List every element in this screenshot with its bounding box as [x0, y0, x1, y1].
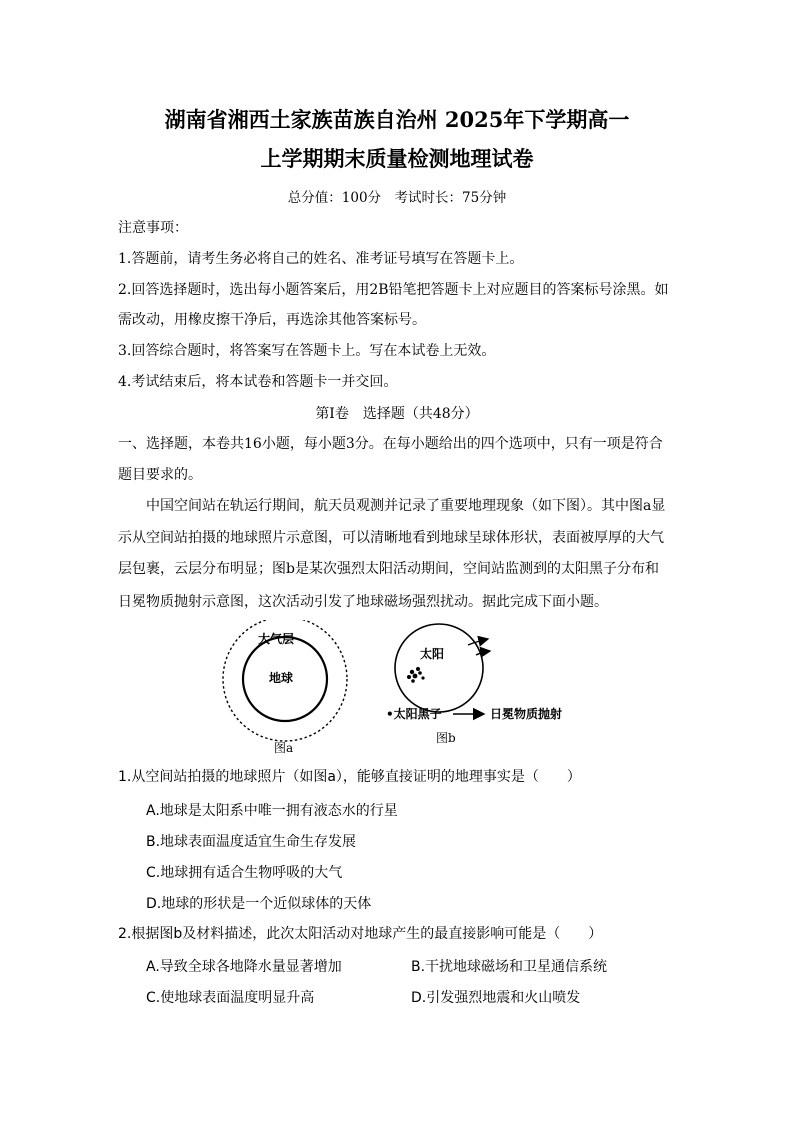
figure-a: [214, 620, 364, 760]
question-1-stem: 1.从空间站拍摄的地球照片（如图a），能够直接证明的地理事实是（ ）: [118, 769, 581, 785]
figure-b: [380, 618, 590, 748]
sun-label: 太阳: [420, 647, 445, 661]
passage-line-4: 日冕物质抛射示意图，这次活动引发了地球磁场强烈扰动。据此完成下面小题。: [118, 594, 608, 610]
sunspot-dot: [411, 679, 415, 683]
exam-meta: 总分值：100分 考试时长：75分钟: [287, 190, 507, 206]
cme-arrow: [468, 639, 488, 645]
sun-circle: [395, 624, 483, 712]
earth-label: 地球: [269, 671, 294, 685]
sunspot-dot: [418, 671, 422, 675]
sunspot-cluster: [407, 667, 425, 683]
question-2-stem: 2.根据图b及材料描述，此次太阳活动对地球产生的最直接影响可能是（ ）: [118, 926, 603, 942]
note-item-1: 1.答题前，请考生务必将自己的姓名、准考证号填写在答题卡上。: [118, 251, 524, 267]
legend-sunspot-label: •太阳黑子: [386, 707, 442, 721]
note-item-3: 3.回答综合题时，将答案写在答题卡上。写在本试卷上无效。: [118, 343, 496, 359]
question-1-option-c: C.地球拥有适合生物呼吸的大气: [146, 865, 343, 881]
note-item-4: 4.考试结束后，将本试卷和答题卡一并交回。: [118, 374, 398, 390]
notes-heading: 注意事项：: [118, 220, 188, 236]
question-1-option-d: D.地球的形状是一个近似球体的天体: [146, 896, 372, 912]
sunspot-dot: [410, 670, 414, 674]
note-item-2: 2.回答选择题时，选出每小题答案后，用2B铅笔把答题卡上对应题目的答案标号涂黑。如: [118, 282, 669, 298]
section-heading: 第Ⅰ卷 选择题（共48分）: [315, 406, 479, 422]
sunspot-dot: [413, 674, 418, 679]
question-2-option-d: D.引发强烈地震和火山喷发: [411, 990, 581, 1006]
question-2-option-c: C.使地球表面温度明显升高: [146, 990, 315, 1006]
question-2-option-a: A.导致全球各地降水量显著增加: [146, 959, 342, 975]
sunspot-dot: [407, 675, 411, 679]
section-intro-line1: 一、选择题，本卷共16小题，每小题3分。在每小题给出的四个选项中，只有一项是符合: [118, 436, 663, 452]
passage-line-1: 中国空间站在轨运行期间，航天员观测并记录了重要地理现象（如下图）。其中图a显: [146, 498, 666, 514]
question-1-option-b: B.地球表面温度适宜生命生存发展: [146, 834, 357, 850]
question-2-option-b: B.干扰地球磁场和卫星通信系统: [411, 959, 608, 975]
passage-line-3: 层包裹，云层分布明显；图b是某次强烈太阳活动期间，空间站监测到的太阳黑子分布和: [118, 561, 659, 577]
cme-arrow: [476, 651, 490, 655]
figure-b-caption: 图b: [436, 731, 456, 745]
exam-title-line2: 上学期期末质量检测地理试卷: [260, 146, 534, 171]
question-1-option-a: A.地球是太阳系中唯一拥有液态水的行星: [146, 803, 398, 819]
section-intro-line2: 题目要求的。: [118, 467, 202, 483]
atmosphere-label: 大气层: [258, 632, 295, 646]
note-item-2-cont: 需改动，用橡皮擦干净后，再选涂其他答案标号。: [118, 312, 426, 328]
sunspot-dot: [416, 667, 420, 671]
figure-a-caption: 图a: [274, 741, 294, 755]
exam-title-line1: 湖南省湘西土家族苗族自治州 2025年下学期高一: [164, 107, 630, 132]
legend-cme-label: 日冕物质抛射: [490, 707, 563, 721]
passage-line-2: 示从空间站拍摄的地球照片示意图，可以清晰地看到地球呈球体形状，表面被厚厚的大气: [118, 530, 664, 546]
sunspot-dot: [421, 676, 424, 679]
